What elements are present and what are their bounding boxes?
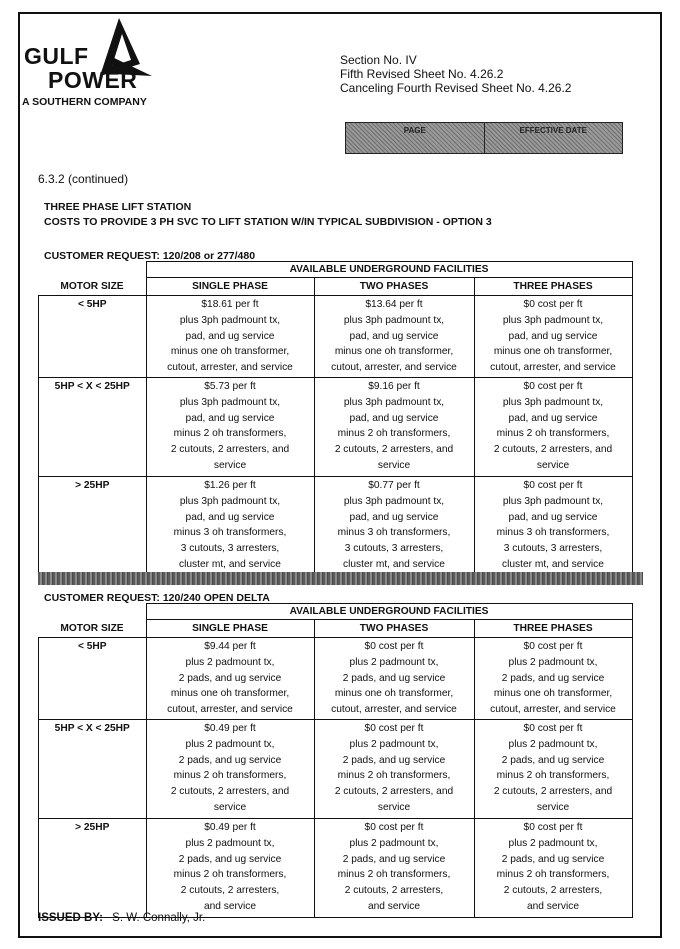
rate-line: cutout, arrester, and service — [331, 362, 457, 374]
column-header: THREE PHASES — [474, 620, 632, 638]
rate-cell — [314, 819, 474, 918]
rate-line: minus 2 oh transformers, — [173, 770, 287, 782]
rate-line: minus one oh transformer, — [170, 688, 290, 700]
rate-line: 2 pads, and ug service — [342, 672, 446, 684]
rate-line: minus 2 oh transformers, — [173, 428, 287, 440]
rate-line: cutout, arrester, and service — [167, 704, 293, 716]
customer-request-2: CUSTOMER REQUEST: 120/240 OPEN DELTA — [44, 592, 270, 604]
rate-line: $5.73 per ft — [204, 381, 256, 392]
rate-line: minus 3 oh transformers, — [337, 527, 451, 539]
rate-line: $0 cost per ft — [364, 723, 424, 734]
rate-line: $0.49 per ft — [204, 723, 256, 734]
rate-line: minus 2 oh transformers, — [337, 770, 451, 782]
rate-line: 2 cutouts, 2 arresters, and — [170, 786, 290, 798]
rate-cell — [146, 378, 314, 477]
rate-line: pad, and ug service — [508, 330, 598, 342]
rate-line: 2 pads, and ug service — [501, 672, 605, 684]
rate-line: $13.64 per ft — [365, 299, 423, 310]
rate-cell — [474, 296, 632, 378]
rate-line: plus 3ph padmount tx, — [179, 396, 281, 408]
rate-line: minus 2 oh transformers, — [496, 770, 610, 782]
rate-line: plus 3ph padmount tx, — [343, 396, 445, 408]
rate-line: $0.77 per ft — [368, 480, 420, 491]
rate-line: service — [377, 459, 411, 471]
rate-line: plus 2 padmount tx, — [349, 656, 439, 668]
motor-size-cell: > 25HP — [39, 477, 147, 576]
section-reference: 6.3.2 (continued) — [38, 172, 129, 186]
rate-line: plus 3ph padmount tx, — [179, 495, 281, 507]
rate-line: $0 cost per ft — [364, 822, 424, 833]
rate-line: cluster mt, and service — [502, 558, 604, 570]
rate-line: plus 3ph padmount tx, — [343, 314, 445, 326]
motor-size-cell: < 5HP — [39, 638, 147, 720]
rate-line: service — [377, 801, 411, 813]
section-number: Section No. IV — [340, 53, 417, 67]
group-header: AVAILABLE UNDERGROUND FACILITIES — [146, 262, 632, 278]
column-header: TWO PHASES — [314, 278, 474, 296]
canceling-sheet: Canceling Fourth Revised Sheet No. 4.26.2 — [340, 81, 572, 95]
logo-word-power: POWER — [48, 67, 138, 93]
rate-line: pad, and ug service — [349, 412, 439, 424]
rate-cell — [314, 296, 474, 378]
page-label: PAGE — [403, 126, 426, 135]
motor-size-cell: 5HP < X < 25HP — [39, 378, 147, 477]
issued-by-name: S. W. Connally, Jr. — [112, 912, 206, 924]
rate-line: service — [213, 801, 247, 813]
rate-line: 2 cutouts, 2 arresters, and — [493, 444, 613, 456]
issued-by — [38, 912, 205, 924]
motor-size-header: MOTOR SIZE — [39, 278, 147, 296]
rate-cell — [314, 378, 474, 477]
rate-line: cutout, arrester, and service — [490, 362, 616, 374]
column-header: SINGLE PHASE — [146, 278, 314, 296]
rate-line: and service — [526, 900, 580, 912]
motor-size-header: MOTOR SIZE — [39, 620, 147, 638]
rate-line: 2 pads, and ug service — [501, 754, 605, 766]
rate-line: minus 2 oh transformers, — [337, 869, 451, 881]
table-row — [39, 819, 633, 918]
rate-table-2 — [38, 603, 633, 918]
rate-line: pad, and ug service — [508, 511, 598, 523]
rate-line: plus 3ph padmount tx, — [502, 495, 604, 507]
rate-line: 3 cutouts, 3 arresters, — [503, 543, 603, 555]
rate-line: cutout, arrester, and service — [331, 704, 457, 716]
rate-line: 3 cutouts, 3 arresters, — [344, 543, 444, 555]
column-header: TWO PHASES — [314, 620, 474, 638]
rate-line: plus 2 padmount tx, — [185, 656, 275, 668]
rate-line: service — [213, 459, 247, 471]
logo-word-gulf: GULF — [24, 43, 89, 69]
blank-header-cell — [39, 262, 147, 278]
rate-line: service — [536, 459, 570, 471]
rate-line: 2 pads, and ug service — [178, 672, 282, 684]
rate-line: 2 cutouts, 2 arresters, and — [170, 444, 290, 456]
rate-line: 2 cutouts, 2 arresters, — [180, 885, 280, 897]
rate-line: pad, and ug service — [185, 412, 275, 424]
rate-line: 2 pads, and ug service — [342, 754, 446, 766]
rate-cell — [146, 638, 314, 720]
rate-line: cluster mt, and service — [343, 558, 445, 570]
sheet-number: Fifth Revised Sheet No. 4.26.2 — [340, 67, 504, 81]
rate-line: pad, and ug service — [508, 412, 598, 424]
rate-line: plus 2 padmount tx, — [185, 738, 275, 750]
table-row — [39, 720, 633, 819]
rate-line: $0 cost per ft — [523, 822, 583, 833]
rate-line: 3 cutouts, 3 arresters, — [180, 543, 280, 555]
rate-cell — [146, 296, 314, 378]
rate-line: service — [536, 801, 570, 813]
rate-line: $0 cost per ft — [523, 723, 583, 734]
rate-line: plus 2 padmount tx, — [508, 837, 598, 849]
rate-line: minus one oh transformer, — [170, 346, 290, 358]
rate-line: plus 3ph padmount tx, — [179, 314, 281, 326]
rate-line: 2 pads, and ug service — [178, 754, 282, 766]
rate-line: minus one oh transformer, — [493, 346, 613, 358]
rate-line: 2 cutouts, 2 arresters, — [503, 885, 603, 897]
rate-line: plus 3ph padmount tx, — [502, 314, 604, 326]
rate-line: pad, and ug service — [349, 511, 439, 523]
rate-line: pad, and ug service — [185, 511, 275, 523]
rate-line: minus one oh transformer, — [493, 688, 613, 700]
scan-band — [38, 572, 643, 585]
rate-line: plus 2 padmount tx, — [508, 656, 598, 668]
motor-size-cell: 5HP < X < 25HP — [39, 720, 147, 819]
rate-line: $9.44 per ft — [204, 641, 256, 652]
rate-line: plus 2 padmount tx, — [349, 738, 439, 750]
blank-header-cell — [39, 604, 147, 620]
table-row — [39, 296, 633, 378]
rate-cell — [146, 477, 314, 576]
rate-cell — [314, 477, 474, 576]
customer-request-1: CUSTOMER REQUEST: 120/208 or 277/480 — [44, 250, 256, 262]
rate-line: cutout, arrester, and service — [167, 362, 293, 374]
column-header: THREE PHASES — [474, 278, 632, 296]
rate-cell — [474, 819, 632, 918]
rate-line: plus 2 padmount tx, — [349, 837, 439, 849]
rate-line: minus 2 oh transformers, — [496, 428, 610, 440]
column-header: SINGLE PHASE — [146, 620, 314, 638]
rate-line: 2 cutouts, 2 arresters, and — [493, 786, 613, 798]
rate-table-1 — [38, 261, 633, 576]
rate-cell — [314, 638, 474, 720]
company-logo — [22, 16, 172, 116]
rate-line: $9.16 per ft — [368, 381, 420, 392]
rate-line: 2 cutouts, 2 arresters, and — [334, 786, 454, 798]
rate-line: $0 cost per ft — [364, 641, 424, 652]
rate-line: plus 2 padmount tx, — [185, 837, 275, 849]
title-line-2: COSTS TO PROVIDE 3 PH SVC TO LIFT STATION W/IN TYPICAL SUBDIVISION - OPTION 3 — [44, 216, 492, 228]
rate-line: $0 cost per ft — [523, 480, 583, 491]
rate-line: 2 pads, and ug service — [342, 853, 446, 865]
rate-cell — [474, 477, 632, 576]
rate-line: minus 3 oh transformers, — [496, 527, 610, 539]
page-date-box — [345, 122, 623, 154]
motor-size-cell: > 25HP — [39, 819, 147, 918]
rate-line: minus 2 oh transformers, — [337, 428, 451, 440]
rate-line: $0.49 per ft — [204, 822, 256, 833]
issued-by-label: ISSUED BY: — [38, 912, 103, 924]
rate-line: minus 2 oh transformers, — [496, 869, 610, 881]
title-line-1: THREE PHASE LIFT STATION — [44, 201, 192, 213]
rate-line: plus 3ph padmount tx, — [343, 495, 445, 507]
rate-line: $0 cost per ft — [523, 381, 583, 392]
rate-cell — [474, 378, 632, 477]
rate-line: and service — [203, 900, 257, 912]
rate-line: 2 cutouts, 2 arresters, and — [334, 444, 454, 456]
logo-subtitle: A SOUTHERN COMPANY — [22, 96, 147, 108]
rate-line: minus 3 oh transformers, — [173, 527, 287, 539]
rate-line: 2 pads, and ug service — [178, 853, 282, 865]
rate-line: plus 3ph padmount tx, — [502, 396, 604, 408]
rate-line: $18.61 per ft — [201, 299, 259, 310]
group-header: AVAILABLE UNDERGROUND FACILITIES — [146, 604, 632, 620]
rate-line: 2 pads, and ug service — [501, 853, 605, 865]
rate-line: 2 cutouts, 2 arresters, — [344, 885, 444, 897]
effective-date-label: EFFECTIVE DATE — [484, 123, 623, 153]
rate-line: $1.26 per ft — [204, 480, 256, 491]
motor-size-cell: < 5HP — [39, 296, 147, 378]
rate-line: minus 2 oh transformers, — [173, 869, 287, 881]
rate-line: $0 cost per ft — [523, 299, 583, 310]
rate-line: minus one oh transformer, — [334, 346, 454, 358]
rate-cell — [146, 819, 314, 918]
rate-line: minus one oh transformer, — [334, 688, 454, 700]
table-row — [39, 378, 633, 477]
rate-line: pad, and ug service — [349, 330, 439, 342]
table-row — [39, 477, 633, 576]
rate-cell — [474, 720, 632, 819]
rate-cell — [474, 638, 632, 720]
table-row — [39, 638, 633, 720]
rate-line: cutout, arrester, and service — [490, 704, 616, 716]
rate-line: and service — [367, 900, 421, 912]
rate-line: cluster mt, and service — [179, 558, 281, 570]
rate-cell — [314, 720, 474, 819]
rate-line: $0 cost per ft — [523, 641, 583, 652]
rate-line: plus 2 padmount tx, — [508, 738, 598, 750]
rate-line: pad, and ug service — [185, 330, 275, 342]
rate-cell — [146, 720, 314, 819]
